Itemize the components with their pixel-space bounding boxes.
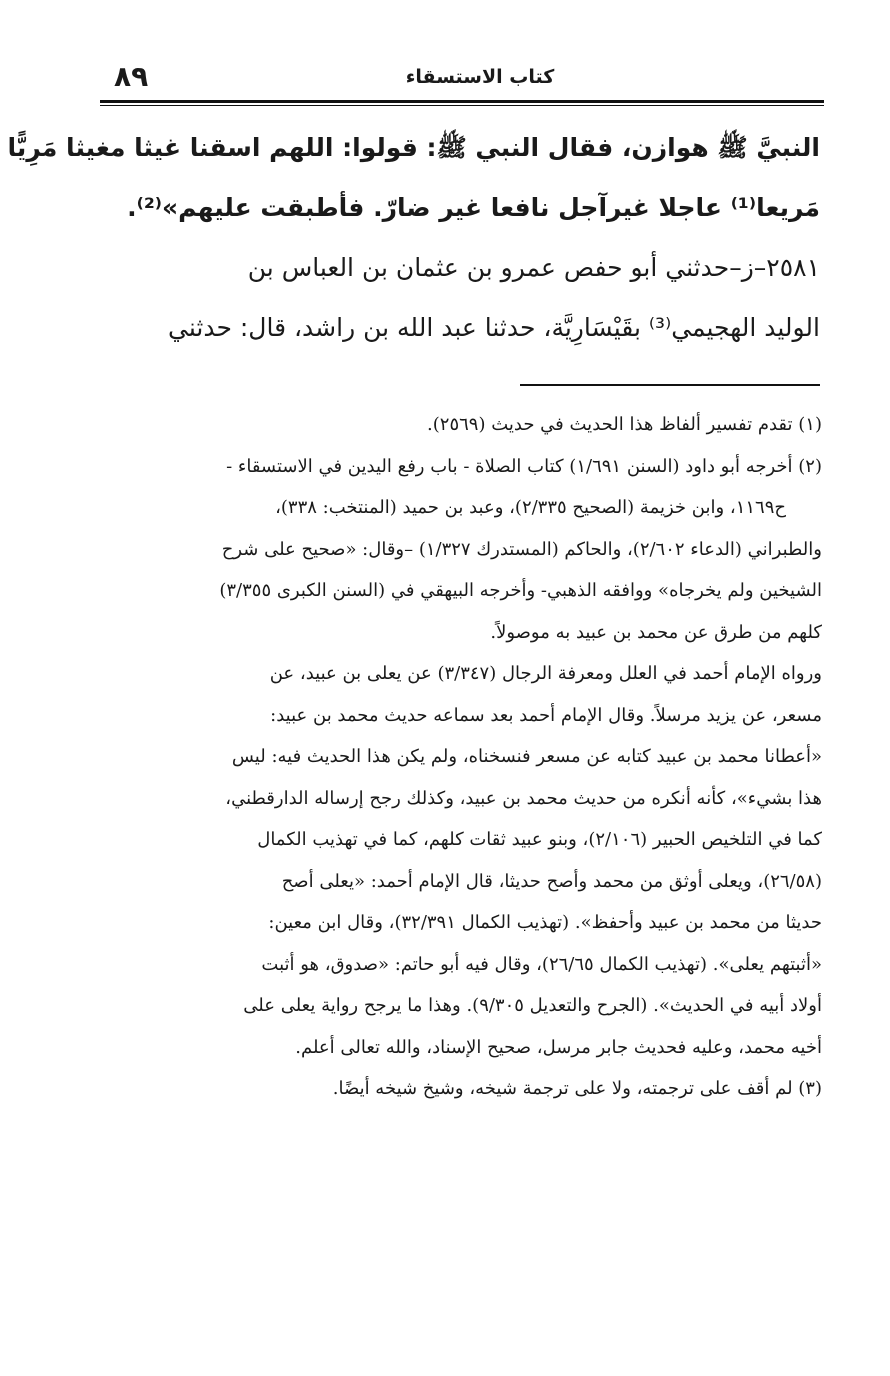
footnote-1: (١) تقدم تفسير ألفاظ هذا الحديث في حديث (٢٥٦٩). bbox=[427, 414, 822, 435]
page-header bbox=[100, 58, 824, 98]
footnote-line: «أثبتهم يعلى». (تهذيب الكمال ٢٦/٦٥)، وقال فيه أبو حاتم: «صدوق، هو أثبت bbox=[261, 953, 822, 975]
header-rule-thin bbox=[100, 105, 824, 106]
footnote-separator bbox=[520, 384, 820, 386]
footnote-line: «أعطانا محمد بن عبيد كتابه عن مسعر فنسخناه، ولم يكن هذا الحديث فيه: ليس bbox=[231, 746, 822, 767]
footnote-line: أولاد أبيه في الحديث». (الجرح والتعديل ٩/٣٠٥). وهذا ما يرجح رواية يعلى على bbox=[243, 995, 822, 1016]
header-rule-thick bbox=[100, 100, 824, 103]
footnotes bbox=[100, 404, 822, 1110]
hadith-line: ٢٥٨١–ز–حدثني أبو حفص عمرو بن عثمان بن العباس بن bbox=[247, 253, 820, 282]
page-number: ٨٩ bbox=[114, 60, 149, 93]
footnote-line: (٢٦/٥٨)، ويعلى أوثق من محمد وأصح حديثا، قال الإمام أحمد: «يعلى أصح bbox=[281, 870, 822, 892]
running-title: كتاب الاستسقاء bbox=[405, 66, 555, 88]
footnote-line: هذا بشيء»، كأنه أنكره من حديث محمد بن عبيد، وكذلك رجح إرساله الدارقطني، bbox=[225, 787, 822, 809]
footnote-line: ح١١٦٩، وابن خزيمة (الصحيح ٢/٣٣٥)، وعبد بن حميد (المنتخب: ٣٣٨)، bbox=[275, 497, 786, 518]
main-text-line: الوليد الهجيمي⁽³⁾ بقَيْسَارِيَّة، حدثنا عبد الله بن راشد، قال: حدثني bbox=[168, 313, 820, 342]
footnote-line: مسعر، عن يزيد مرسلاً. وقال الإمام أحمد بعد سماعه حديث محمد بن عبيد: bbox=[270, 704, 822, 726]
main-text bbox=[7, 118, 820, 358]
main-text-line: مَريعا⁽¹⁾ عاجلا غيرآجل نافعا غير ضارّ. فأطبقت عليهم»⁽²⁾. bbox=[127, 193, 820, 222]
footnote-line: ورواه الإمام أحمد في العلل ومعرفة الرجال (٣/٣٤٧) عن يعلى بن عبيد، عن bbox=[269, 663, 822, 684]
footnote-line: حديثا من محمد بن عبيد وأحفظ». (تهذيب الكمال ٣٢/٣٩١)، وقال ابن معين: bbox=[268, 912, 822, 933]
footnote-3: (٣) لم أقف على ترجمته، ولا على ترجمة شيخه، وشيخ شيخه أيضًا. bbox=[332, 1078, 822, 1099]
footnote-line: أخيه محمد، وعليه فحديث جابر مرسل، صحيح الإسناد، والله تعالى أعلم. bbox=[295, 1036, 822, 1058]
footnote-line: الشيخين ولم يخرجاه» ووافقه الذهبي- وأخرجه البيهقي في (السنن الكبرى ٣/٣٥٥) bbox=[219, 580, 822, 601]
footnote-2: (٢) أخرجه أبو داود (السنن ١/٦٩١) كتاب الصلاة - باب رفع اليدين في الاستسقاء - bbox=[226, 455, 822, 477]
main-text-line: النبيَّ ﷺ هوازن، فقال النبي ﷺ: قولوا: اللهم اسقنا غيثا مغيثا مَرِيًّا bbox=[7, 133, 820, 162]
footnote-line: كلهم من طرق عن محمد بن عبيد به موصولاً. bbox=[490, 621, 822, 643]
footnote-line: والطبراني (الدعاء ٢/٦٠٢)، والحاكم (المستدرك ١/٣٢٧) –وقال: «صحيح على شرح bbox=[221, 538, 822, 560]
footnote-line: كما في التلخيص الحبير (٢/١٠٦)، وبنو عبيد ثقات كلهم، كما في تهذيب الكمال bbox=[257, 829, 822, 850]
